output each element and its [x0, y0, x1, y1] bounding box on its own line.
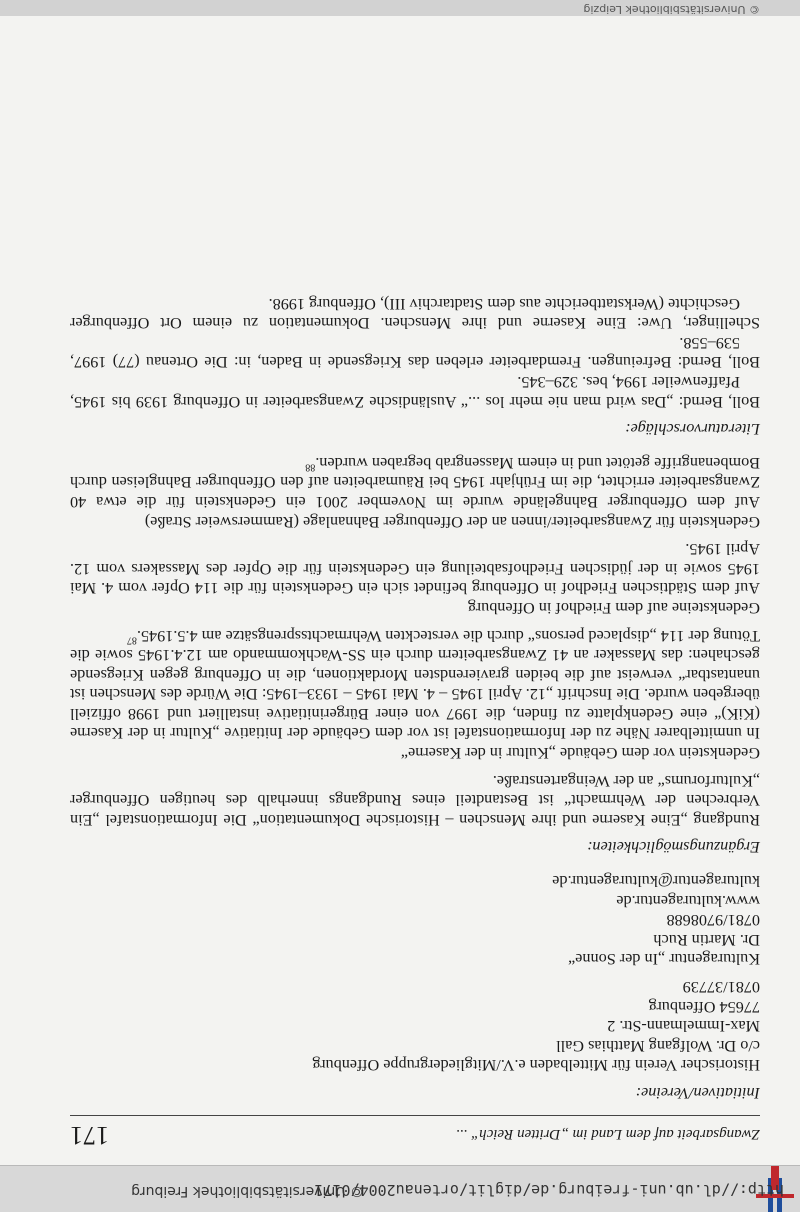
- initiatives-heading: Initiativen/Vereine:: [635, 1084, 760, 1102]
- running-head: Zwangsarbeit auf dem Land im „Dritten Reich“ ...: [455, 1126, 760, 1142]
- literature-item: Boll, Bernd: „Das wird man nie mehr los ...“ Ausländische Zwangsarbeiter in Offenburg 1939 bis 1945, Pfaffenweiler 1994, bes. 329–345.: [70, 373, 760, 411]
- supplements-heading: Ergänzungsmöglichkeiten:: [587, 838, 760, 857]
- page-header: [70, 1115, 760, 1150]
- supplement-title: Gedenkstein für Zwangsarbeiter/innen an der Offenburger Bahnanlage (Rammersweier Straße): [144, 512, 760, 531]
- library-credit-top: © Universitätsbibliothek Leipzig: [583, 3, 760, 16]
- address-line: Kulturagentur „In der Sonne“: [568, 950, 760, 969]
- page-number: 171: [70, 1121, 109, 1150]
- literature-item: Boll, Bernd: Befreiungen. Fremdarbeiter erleben das Kriegsende in Baden, in: Die Ortenau (77) 1997, 539–558.: [70, 333, 760, 372]
- address-line: c/o Dr. Wolfgang Matthias Gall: [556, 1036, 760, 1055]
- library-credit: © Universitätsbibliothek Freiburg: [131, 1183, 364, 1199]
- supplement-paragraph: In unmittelbarer Nähe zu der Informationstafel ist vor dem Gebäude der Initiative „Kultur in der Kaserne (KiK)“ eine Gedenkplatte zu finden, die 1997 von einer Bürgerinitiative installiert und 1998 offiziell übergeben wurde. Die Inschrift „12. April 1945 – 4. Mai 1945 – 1933–1945: Die Würde des Menschen ist unantastbar“ verweist auf die beiden gravierendsten Mordaktionen, die in Offenburg gegen Kriegsende geschahen: das Massaker an 41 Zwangsarbeitern durch ein SS-Wachkommando am 12.4.1945 sowie die Tötung der 114 „displaced persons“ durch die versteckten Wehrmachtssprengsätze am 4.5.1945.87: [70, 626, 760, 743]
- address-line: Historischer Verein für Mittelbaden e.V./Mitgliedergruppe Offenburg: [312, 1056, 760, 1075]
- literature-heading: Literaturvorschläge:: [625, 420, 760, 439]
- supplement-paragraph: Auf dem Städtischen Friedhof in Offenburg befindet sich ein Gedenkstein für die 114 Opfer vom 4. Mai 1945 sowie in der jüdischen Friedhofsabteilung ein Gedenkstein für die Opfer des Massakers vom 12. April 1945.: [70, 540, 760, 598]
- viewer-footer-bar: [0, 1165, 800, 1212]
- address-line: Max-Immelmann-Str. 2: [607, 1017, 760, 1036]
- footnote-ref: 87: [126, 633, 137, 645]
- supplement-title: Gedenkstein vor dem Gebäude „Kultur in der Kaserne“: [400, 744, 760, 763]
- supplement-paragraph: Rundgang „Eine Kaserne und ihre Menschen – Historische Dokumentation“ Die Informationstafel „Ein Verbrechen der Wehrmacht“ ist Bestandteil eines Rundgangs innerhalb des heutigen Offenburger „Kulturforums“ an der Weingartenstraße.: [70, 771, 760, 829]
- supplement-paragraph: Auf dem Offenburger Bahngelände wurde im November 2001 ein Gedenkstein für die etwa 40 Zwangsarbeiter errichtet, die im Frühjahr 1945 bei Räumarbeiten auf den Offenburger Bahngleisen durch Bombenangriffe getötet und in einem Massengrab begraben wurden.$^{88}$: [70, 453, 760, 511]
- page-body: [70, 293, 760, 1102]
- viewer-header-bar: [0, 0, 800, 16]
- footnote-ref: 88: [305, 461, 316, 473]
- literature-item: Schellinger, Uwe: Eine Kaserne und ihre Menschen. Dokumentation zu einem Ort Offenburger Geschichte (Werkstattberichte aus dem Stadtarchiv III), Offenburg 1998.: [70, 294, 760, 333]
- address-line: 0781/37739: [682, 978, 760, 997]
- supplement-title: Gedenksteine auf dem Friedhof in Offenburg: [467, 598, 760, 617]
- website-link[interactable]: www.kulturagentur.de: [616, 891, 760, 910]
- address-line: 0781/9708688: [666, 911, 760, 930]
- page-url[interactable]: http://dl.ub.uni-freiburg.de/diglit/ortenau2004/0171: [314, 1181, 784, 1199]
- address-line: Dr. Martin Ruch: [653, 930, 760, 949]
- book-page: [60, 24, 760, 1164]
- email-link[interactable]: kulturagentur@kulturagentur.de: [552, 872, 760, 891]
- address-line: 77654 Offenburg: [648, 997, 760, 1016]
